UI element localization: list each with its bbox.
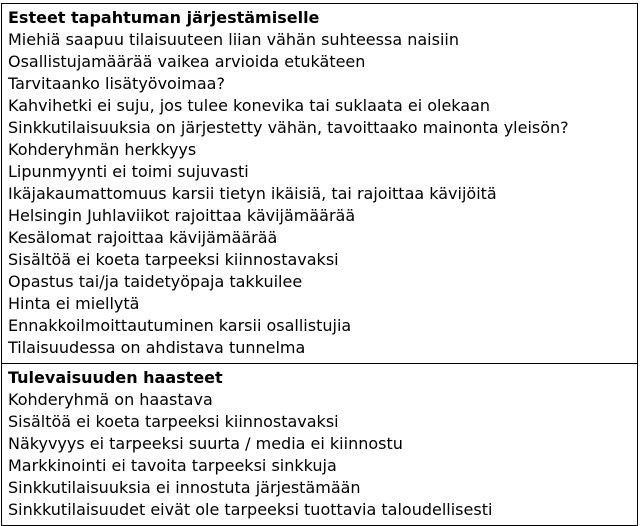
list-item: Tilaisuudessa on ahdistava tunnelma [8,338,306,357]
list-item: Sisältöä ei koeta tarpeeksi kiinnostavaksi [8,250,339,269]
list-item: Sinkkutilaisuuksia ei innostuta järjestämään [8,478,361,497]
list-item: Sinkkutilaisuuksia on järjestetty vähän, tavoittaako mainonta yleisön? [8,118,569,137]
list-item: Hinta ei miellytä [8,294,140,313]
section-future-challenges-cell [2,364,638,526]
list-item: Tarvitaanko lisätyövoimaa? [8,74,225,93]
section-obstacles [2,4,638,364]
section-heading-obstacles: Esteet tapahtuman järjestämiselle [8,8,320,27]
list-item: Osallistujamäärää vaikea arvioida etukäteen [8,52,366,71]
section-heading-future-challenges: Tulevaisuuden haasteet [8,368,223,387]
list-item: Ikäjakaumattomuus karsii tietyn ikäisiä, tai rajoittaa kävijöitä [8,184,497,203]
list-item: Kohderyhmän herkkyys [8,140,197,159]
list-item: Kohderyhmä on haastava [8,390,213,409]
list-item: Opastus tai/ja taidetyöpaja takkuilee [8,272,303,291]
list-item: Kahvihetki ei suju, jos tulee konevika tai suklaata ei olekaan [8,96,491,115]
list-item: Näkyvyys ei tarpeeksi suurta / media ei kiinnostu [8,434,403,453]
list-item: Helsingin Juhlaviikot rajoittaa kävijämäärää [8,206,356,225]
list-item: Markkinointi ei tavoita tarpeeksi sinkkuja [8,456,337,475]
challenges-table [1,3,638,526]
list-item: Ennakkoilmoittautuminen karsii osallistujia [8,316,352,335]
list-item: Sinkkutilaisuudet eivät ole tarpeeksi tuottavia taloudellisesti [8,500,493,519]
list-item: Lipunmyynti ei toimi sujuvasti [8,162,249,181]
list-item: Miehiä saapuu tilaisuuteen liian vähän suhteessa naisiin [8,30,459,49]
section-future-challenges [2,364,638,526]
list-item: Sisältöä ei koeta tarpeeksi kiinnostavaksi [8,412,339,431]
section-obstacles-cell [2,4,638,364]
list-item: Kesälomat rajoittaa kävijämäärää [8,228,278,247]
